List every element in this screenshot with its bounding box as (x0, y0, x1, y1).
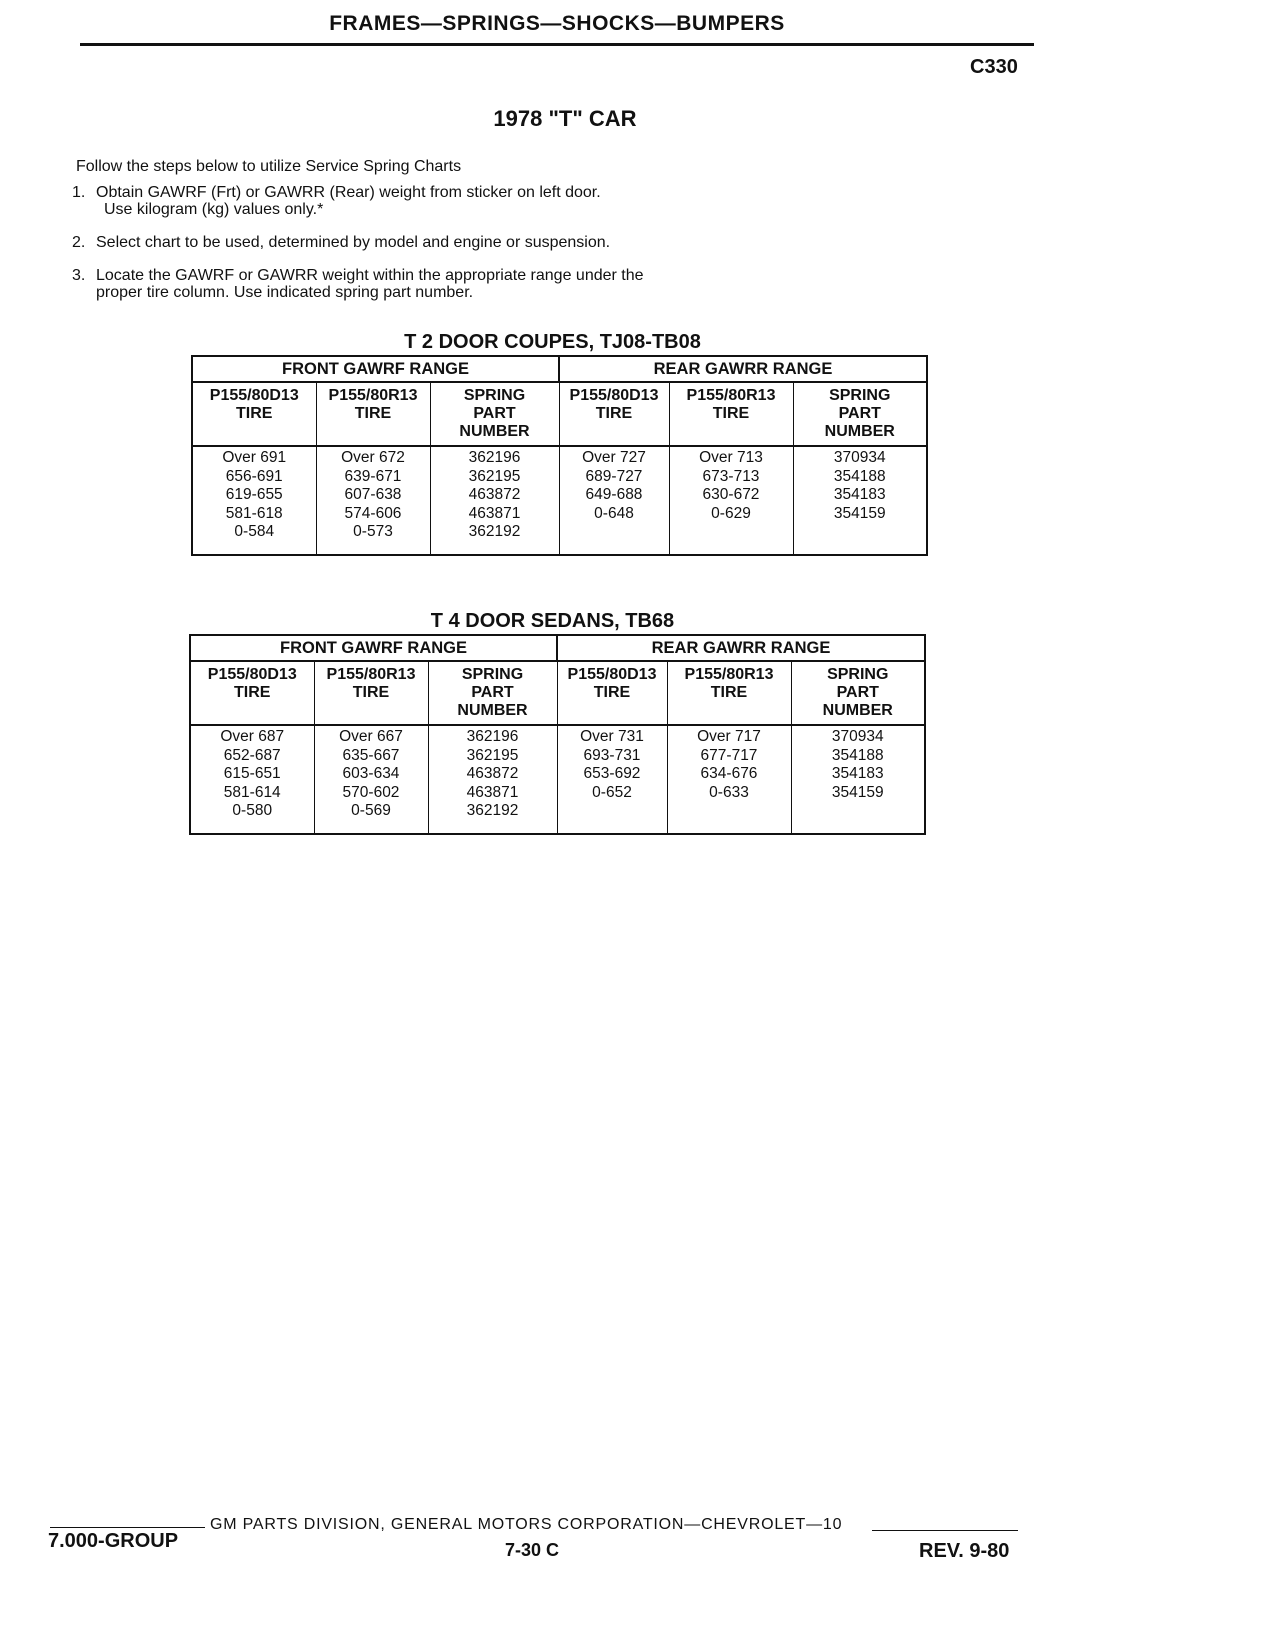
column-header-line: PART (471, 684, 514, 701)
table-cell (671, 523, 792, 542)
table-cell: 463871 (468, 504, 521, 522)
column-header (793, 382, 927, 446)
table-cell: 354159 (831, 783, 884, 801)
sedans-table-title: T 4 DOOR SEDANS, TB68 (430, 610, 675, 632)
column-header-line: P155/80R13 (684, 666, 774, 683)
table-cell: 673-713 (702, 467, 760, 485)
column-header-line: TIRE (354, 405, 392, 422)
step-number: 2. (72, 234, 86, 251)
column-header (430, 382, 559, 446)
table-cell: Over 687 (220, 728, 285, 745)
table-cell: 615-651 (223, 765, 281, 782)
data-column (314, 725, 428, 834)
column-header-line: SPRING (829, 387, 891, 404)
data-column (667, 725, 791, 834)
column-header-line: P155/80D13 (567, 666, 657, 683)
table-cell (669, 802, 790, 821)
column-header-line: PART (838, 405, 881, 422)
column-header-line: P155/80R13 (326, 666, 416, 683)
step-line: proper tire column. Use indicated spring part number. (96, 284, 474, 301)
footer-group: 7.000-GROUP (48, 1530, 179, 1552)
table-cell: Over 713 (699, 449, 763, 466)
table-cell: 581-614 (223, 783, 281, 801)
table-cell: 354183 (831, 765, 884, 782)
column-header (190, 661, 314, 725)
coupes-spring-table (191, 355, 928, 556)
table-cell: 0-629 (711, 504, 751, 522)
sedans-spring-table (189, 634, 926, 835)
table-cell: 362196 (466, 728, 519, 745)
table-cell: 570-602 (342, 783, 400, 801)
footer-publisher: GM PARTS DIVISION, GENERAL MOTORS CORPORATION—CHEVROLET—10 (210, 1516, 843, 1533)
table-cell (793, 802, 924, 821)
table-cell: 677-717 (700, 746, 758, 764)
data-column (316, 446, 430, 555)
column-header (559, 382, 669, 446)
column-header-line: NUMBER (457, 702, 528, 719)
table-cell: 362195 (466, 746, 519, 764)
column-header-line (672, 423, 791, 441)
footer-rule-right (872, 1530, 1018, 1531)
table-cell: 463872 (466, 765, 519, 782)
column-header-line: SPRING (827, 666, 889, 683)
table-cell: 362196 (468, 449, 521, 466)
column-header (428, 661, 557, 725)
data-column (428, 725, 557, 834)
data-column (190, 725, 314, 834)
table-cell: 603-634 (342, 765, 400, 782)
data-column (791, 725, 925, 834)
table-cell: 354159 (833, 504, 886, 522)
table-cell: 354188 (833, 467, 886, 485)
step-number: 1. (72, 184, 86, 201)
column-header-line: SPRING (461, 666, 524, 683)
step-item (72, 184, 772, 218)
column-header-line (560, 702, 665, 720)
table-cell: 619-655 (225, 486, 283, 503)
column-header-line (562, 423, 667, 441)
column-header (667, 661, 791, 725)
table-cell: 362192 (466, 802, 519, 819)
column-header (557, 661, 667, 725)
table-cell: 693-731 (583, 746, 641, 764)
table-cell: 607-638 (344, 486, 402, 503)
front-gawrf-range-header: FRONT GAWRF RANGE (190, 635, 557, 661)
column-header-line: P155/80R13 (328, 387, 418, 404)
data-column (793, 446, 927, 555)
front-gawrf-range-header: FRONT GAWRF RANGE (192, 356, 559, 382)
column-header-line: SPRING (463, 387, 526, 404)
column-header (791, 661, 925, 725)
rear-gawrr-range-header: REAR GAWRR RANGE (559, 356, 927, 382)
data-column (559, 446, 669, 555)
step-line: Select chart to be used, determined by model and engine or suspension. (96, 234, 611, 251)
table-cell: 653-692 (583, 765, 641, 782)
table-cell: Over 717 (697, 728, 761, 745)
column-header-line (317, 702, 426, 720)
table-cell: 652-687 (223, 746, 281, 764)
column-header-line (193, 702, 312, 720)
column-header (669, 382, 793, 446)
table-cell: 639-671 (344, 467, 402, 485)
table-cell: Over 727 (582, 449, 646, 466)
step-line: Locate the GAWRF or GAWRR weight within the appropriate range under the (96, 267, 644, 284)
table-cell: 0-569 (351, 802, 391, 819)
table-cell: 362192 (468, 523, 521, 540)
column-header-line: NUMBER (459, 423, 530, 440)
table-cell: 0-633 (709, 783, 749, 801)
table-cell: Over 672 (341, 449, 405, 466)
table-cell: 0-652 (592, 783, 632, 801)
column-header (314, 661, 428, 725)
section-header-title: FRAMES—SPRINGS—SHOCKS—BUMPERS (329, 12, 785, 35)
column-header-line: PART (836, 684, 879, 701)
page-title: 1978 "T" CAR (493, 106, 637, 131)
table-cell: 0-584 (234, 523, 275, 540)
footer-rule-left (50, 1527, 205, 1528)
table-cell: 0-648 (594, 504, 634, 522)
data-column (557, 725, 667, 834)
column-header-line: TIRE (712, 405, 750, 422)
table-cell: 370934 (831, 728, 884, 745)
column-header-line: TIRE (234, 684, 271, 701)
table-cell: Over 731 (580, 728, 644, 745)
table-cell: Over 691 (222, 449, 287, 466)
table-cell: 370934 (833, 449, 886, 466)
column-header-line: NUMBER (824, 423, 895, 440)
intro-text: Follow the steps below to utilize Service Spring Charts (76, 158, 462, 175)
page-code: C330 (970, 56, 1018, 78)
table-cell: 635-667 (342, 746, 400, 764)
column-header-line: P155/80D13 (209, 387, 299, 404)
table-cell: 649-688 (585, 486, 643, 503)
table-cell: Over 667 (339, 728, 403, 745)
table-cell: 630-672 (702, 486, 760, 503)
step-item (72, 267, 772, 301)
step-number: 3. (72, 267, 86, 284)
step-item (72, 234, 772, 251)
header-rule (80, 43, 1034, 46)
column-header-line (319, 423, 428, 441)
footer-page-number: 7-30 C (505, 1540, 560, 1560)
column-header-line (195, 423, 314, 441)
steps-list (72, 184, 772, 317)
coupes-table-title: T 2 DOOR COUPES, TJ08-TB08 (404, 331, 701, 353)
table-cell: 656-691 (225, 467, 283, 485)
column-header-line: TIRE (710, 684, 748, 701)
footer-revision: REV. 9-80 (919, 1540, 1010, 1562)
table-cell: 634-676 (700, 765, 758, 782)
table-cell (795, 523, 926, 542)
step-line: Obtain GAWRF (Frt) or GAWRR (Rear) weight from sticker on left door. (96, 184, 601, 201)
rear-gawrr-range-header: REAR GAWRR RANGE (557, 635, 925, 661)
column-header-line: P155/80D13 (569, 387, 659, 404)
table-cell: 689-727 (585, 467, 643, 485)
table-cell: 581-618 (225, 504, 283, 522)
table-cell: 574-606 (344, 504, 402, 522)
column-header-line: P155/80R13 (686, 387, 776, 404)
table-cell: 362195 (468, 467, 521, 485)
data-column (669, 446, 793, 555)
table-cell (559, 802, 666, 821)
column-header (316, 382, 430, 446)
table-cell: 0-573 (353, 523, 393, 540)
column-header-line: TIRE (593, 684, 631, 701)
column-header-line: PART (473, 405, 516, 422)
table-cell: 0-580 (232, 802, 273, 819)
table-cell: 354188 (831, 746, 884, 764)
column-header-line: NUMBER (822, 702, 893, 719)
step-line: Use kilogram (kg) values only.* (104, 201, 324, 218)
column-header-line: P155/80D13 (207, 666, 297, 683)
data-column (430, 446, 559, 555)
column-header-line: TIRE (595, 405, 633, 422)
table-cell: 463872 (468, 486, 521, 503)
data-column (192, 446, 316, 555)
column-header-line: TIRE (236, 405, 273, 422)
table-cell (561, 523, 668, 542)
table-cell: 463871 (466, 783, 519, 801)
column-header-line (670, 702, 789, 720)
column-header (192, 382, 316, 446)
table-cell: 354183 (833, 486, 886, 503)
column-header-line: TIRE (352, 684, 390, 701)
